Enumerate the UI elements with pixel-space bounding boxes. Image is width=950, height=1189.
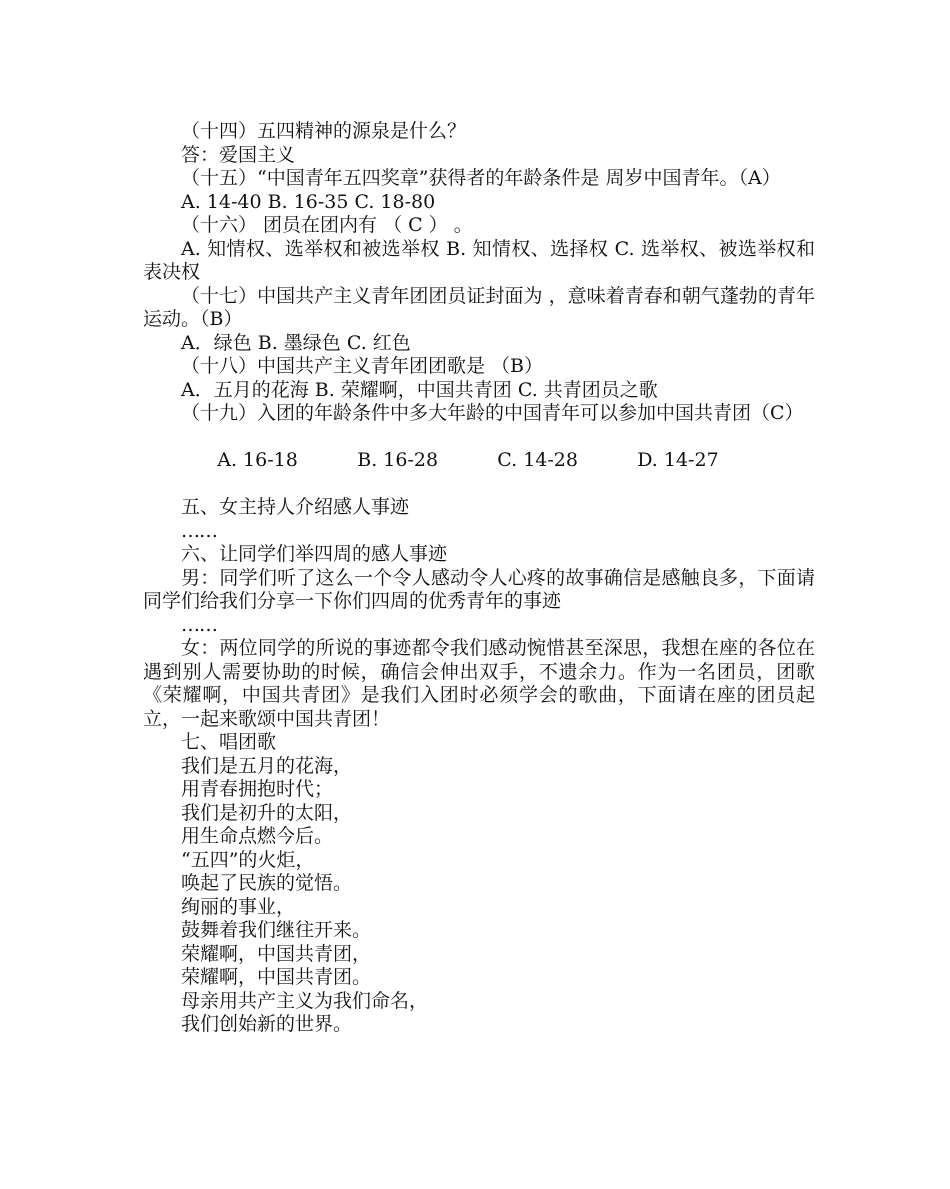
lyric-line: 荣耀啊，中国共青团。 [181,966,372,988]
options-18: A．五月的花海 B. 荣耀啊，中国共青团 C. 共青团员之歌 [181,378,658,401]
lyric-line: 荣耀啊，中国共青团， [181,942,372,965]
option-19-b: B. 16-28 [357,449,439,471]
option-19-d: D. 14-27 [637,449,719,471]
section-5-heading: 五、女主持人介绍感人事迹 [181,496,410,518]
female-host-speech: 女：两位同学的所说的事迹都令我们感动惋惜甚至深思，我想在座的各位在遇到别人需要协助的时候，确信会伸出双手，不遗余力。作为一名团员，团歌《荣耀啊，中国共青团》是我们入团时必须学会的歌曲，下面请在座的团员起立，一起来歌颂中国共青团！ [143,637,815,730]
options-15: A. 14-40 B. 16-35 C. 18-80 [181,190,436,213]
document-body [143,120,815,1037]
section-7-heading: 七、唱团歌 [181,731,277,753]
options-16: A. 知情权、选举权和被选举权 B. 知情权、选择权 C. 选举权、被选举权和表决权 [143,237,815,283]
lyric-line: 用生命点燃今后。 [181,825,334,847]
question-18: （十八）中国共产主义青年团团歌是 （B） [181,355,544,377]
options-19 [143,426,815,497]
song-lyrics [143,755,815,1037]
question-17: （十七）中国共产主义青年团团员证封面为 ，意味着青春和朝气蓬勃的青年运动。（B） [143,284,815,330]
lyric-line: 我们是五月的花海， [181,754,353,777]
option-19-a: A. 16-18 [217,449,298,471]
question-19: （十九）入团的年龄条件中多大年龄的中国青年可以参加中国共青团（C） [181,402,804,424]
lyric-line: 绚丽的事业， [181,895,296,918]
lyric-line: 我们是初升的太阳， [181,801,353,824]
male-host-speech: 男：同学们听了这么一个令人感动令人心疼的故事确信是感触良多，下面请同学们给我们分享一下你们四周的优秀青年的事迹 [143,566,815,612]
answer-14: 答：爱国主义 [181,143,296,166]
lyric-line: 鼓舞着我们继往开来。 [181,919,372,941]
options-17: A．绿色 B. 墨绿色 C. 红色 [181,331,411,354]
question-15: （十五）“中国青年五四奖章”获得者的年龄条件是 周岁中国青年。（A） [181,167,781,189]
lyric-line: 母亲用共产主义为我们命名， [181,989,429,1012]
option-19-c: C. 14-28 [497,449,578,471]
ellipsis-2: …… [181,613,217,636]
lyric-line: 唤起了民族的觉悟。 [181,872,353,894]
question-14: （十四）五四精神的源泉是什么？ [181,120,467,142]
lyric-line: 我们创始新的世界。 [181,1013,353,1035]
lyric-line: “五四”的火炬， [181,848,315,871]
question-16: （十六） 团员在团内有 （ C ） 。 [181,214,473,236]
ellipsis-1: …… [181,519,217,542]
section-6-heading: 六、让同学们举四周的感人事迹 [181,543,448,565]
lyric-line: 用青春拥抱时代； [181,778,334,800]
